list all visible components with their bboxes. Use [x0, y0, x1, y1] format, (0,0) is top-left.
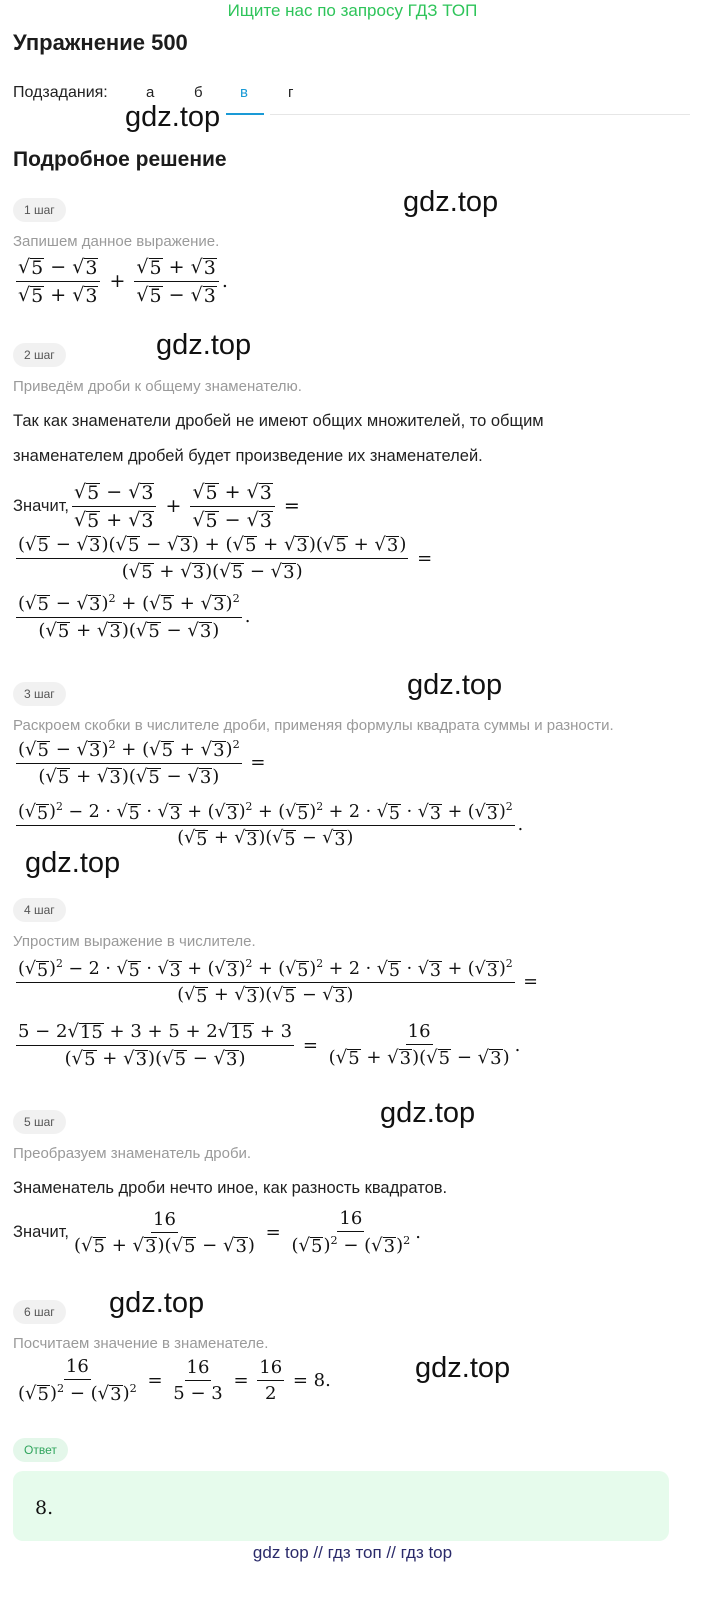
- active-tab-indicator: [226, 113, 264, 115]
- formula-lead: Значит,: [13, 496, 70, 515]
- watermark: gdz.top: [415, 1352, 511, 1384]
- formula: 16 ( √ 5 )$^2$ − ( √ 3 )$^2$ = $\frac{16}{5 - 3}$ = $\frac{16}{2}$ = 8.: [18, 1356, 331, 1405]
- watermark: gdz.top: [407, 669, 503, 701]
- watermark: gdz.top: [25, 847, 121, 879]
- tab-a[interactable]: а: [146, 84, 155, 101]
- tab-g[interactable]: г: [288, 84, 294, 101]
- formula-lead: Значит,: [13, 1222, 70, 1241]
- formula: √ 5 − √ 3 √ 5 + √ 3 + √ 5 + √ 3 √ 5 − √ 3 .: [18, 256, 228, 307]
- step-badge: 5 шаг: [13, 1110, 66, 1134]
- step-description: Запишем данное выражение.: [13, 233, 220, 250]
- step-text: знаменателем дробей будет произведение их знаменателей.: [13, 447, 483, 465]
- watermark: gdz.top: [125, 101, 221, 133]
- subtasks-label: Подзадания:: [13, 84, 108, 101]
- step-description: Преобразуем знаменатель дроби.: [13, 1145, 252, 1162]
- search-banner[interactable]: Ищите нас по запросу ГДЗ ТОП: [227, 1, 478, 20]
- formula: ( √ 5 − √ 3 )$^2$ + ( √ 5 + √ 3 )$^2$ ( √ 5 + √ 3 )( √ 5 − √ 3 ) .: [18, 592, 251, 642]
- tab-b[interactable]: б: [194, 84, 203, 101]
- step-badge: 4 шаг: [13, 898, 66, 922]
- tab-v[interactable]: в: [240, 84, 248, 101]
- tabs-divider: [270, 114, 690, 115]
- step-badge: 2 шаг: [13, 343, 66, 367]
- step-description: Упростим выражение в числителе.: [13, 933, 256, 950]
- formula: ( √ 5 − √ 3 )$^2$ + ( √ 5 + √ 3 )$^2$ ( √ 5 + √ 3 )( √ 5 − √ 3 ) =: [18, 738, 266, 788]
- step-description: Приведём дроби к общему знаменателю.: [13, 378, 302, 395]
- section-title: Подробное решение: [13, 148, 227, 171]
- step-badge: 3 шаг: [13, 682, 66, 706]
- step-text: Так как знаменатели дробей не имеют общих множителей, то общим: [13, 412, 544, 430]
- step-badge: 1 шаг: [13, 198, 66, 222]
- watermark: gdz.top: [156, 329, 252, 361]
- formula: ( √ 5 )$^2$ − 2 · √ 5 · √ 3 + ( √ 3 )$^2$ + ( √ 5 )$^2$ + 2 · √ 5 · √ 3 + ( √ 3 )$^2$ ( √ 5 + √ 3 )( √ 5 − √ 3 ) .: [18, 800, 524, 851]
- watermark: gdz.top: [109, 1287, 205, 1319]
- answer-badge: Ответ: [13, 1438, 68, 1462]
- formula: ( √ 5 )$^2$ − 2 · √ 5 · √ 3 + ( √ 3 )$^2$ + ( √ 5 )$^2$ + 2 · √ 5 · √ 3 + ( √ 3 )$^2$ ( √ 5 + √ 3 )( √ 5 − √ 3 ) =: [18, 957, 538, 1008]
- formula: ( √ 5 − √ 3 )( √ 5 − √ 3 ) + ( √ 5 + √ 3 )( √ 5 + √ 3 ) ( √ 5 + √ 3 )( √ 5 − √ 3 ) =: [18, 534, 433, 583]
- step-badge: 6 шаг: [13, 1300, 66, 1324]
- footer-links[interactable]: gdz top // гдз топ // гдз top: [252, 1543, 453, 1562]
- formula: Значит, 16 ( √ 5 + √ 3 )( √ 5 − √ 3 ) = 16 ( √ 5 )$^2$ − ( √ 3 )$^2$ .: [13, 1208, 421, 1257]
- answer-box: [13, 1471, 669, 1541]
- step-description: Раскроем скобки в числителе дроби, применяя формулы квадрата суммы и разности.: [13, 717, 614, 734]
- formula: 5 − 2 √ 15 + 3 + 5 + 2 √ 15 + 3 ( √ 5 + √ 3 )( √ 5 − √ 3 ) = 16 ( √ 5 + √ 3 )( √ 5 − √ 3 ) .: [18, 1021, 521, 1070]
- step-description: Посчитаем значение в знаменателе.: [13, 1335, 269, 1352]
- answer-value: 8.: [35, 1497, 54, 1519]
- formula: Значит, √ 5 − √ 3 √ 5 + √ 3 + √ 5 + √ 3 √ 5 − √ 3 =: [13, 481, 300, 532]
- watermark: gdz.top: [403, 186, 499, 218]
- watermark: gdz.top: [380, 1097, 476, 1129]
- page-title: Упражнение 500: [13, 30, 188, 55]
- step-text: Знаменатель дроби нечто иное, как разность квадратов.: [13, 1179, 448, 1197]
